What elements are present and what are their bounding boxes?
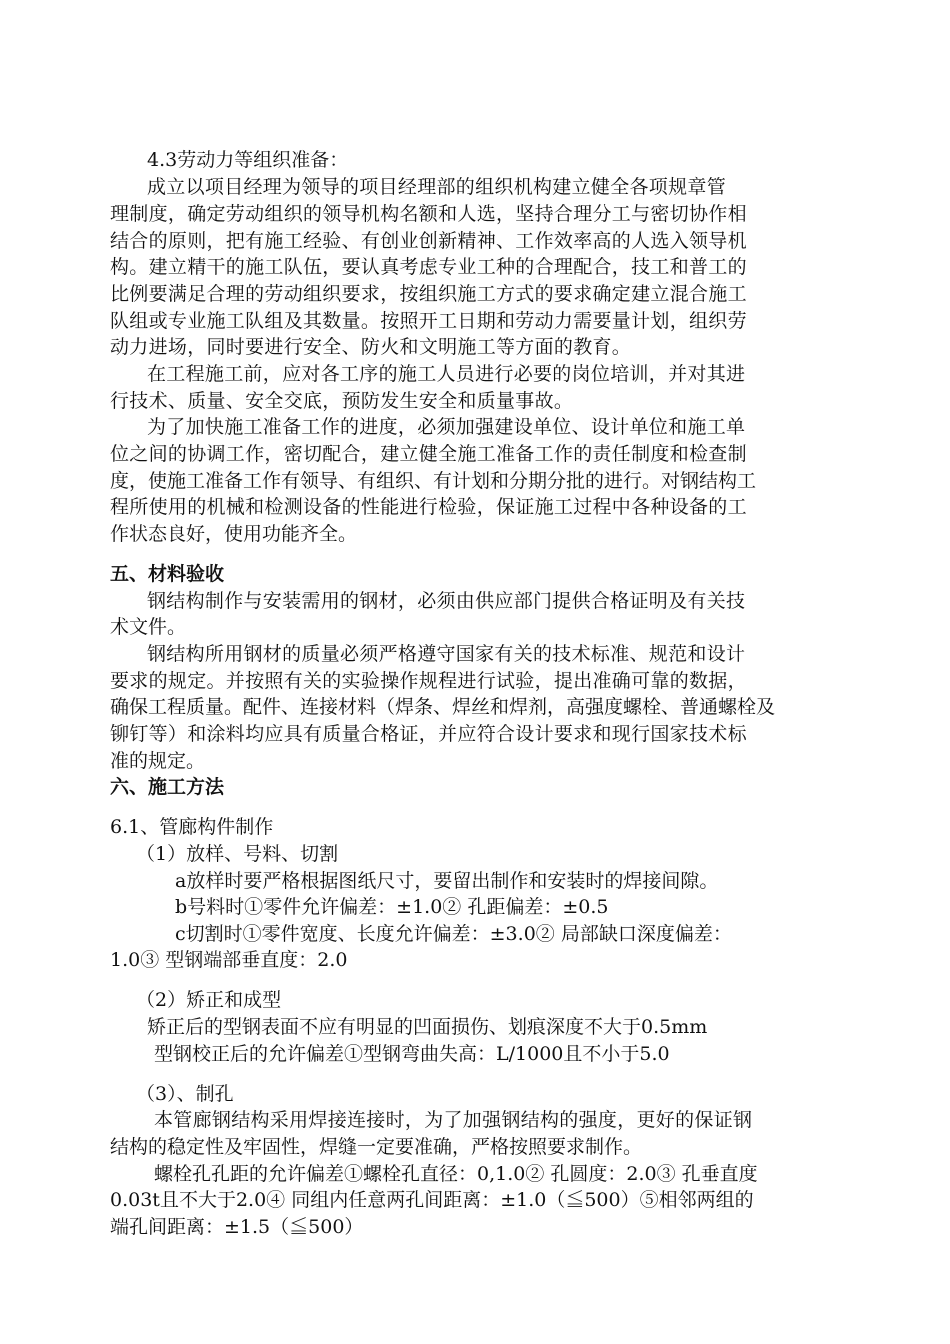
paragraph-line: 铆钉等）和涂料均应具有质量合格证，并应符合设计要求和现行国家技术标 — [110, 723, 747, 745]
section-heading-methods: 六、施工方法 — [110, 776, 225, 798]
paragraph-line: 术文件。 — [110, 616, 187, 638]
step-title: （1）放样、号料、切割 — [136, 843, 339, 865]
step-item: 1.0③ 型钢端部垂直度：2.0 — [110, 949, 348, 971]
section-heading-labor: 4.3劳动力等组织准备： — [147, 149, 349, 171]
paragraph-line: 比例要满足合理的劳动组织要求，按组织施工方式的要求确定建立混合施工 — [110, 283, 747, 305]
step-item: 型钢校正后的允许偏差①型钢弯曲失高：L/1000且不小于5.0 — [154, 1043, 670, 1065]
step-title: （2）矫正和成型 — [136, 989, 282, 1011]
step-title: （3）、制孔 — [136, 1083, 234, 1105]
paragraph-line: 要求的规定。并按照有关的实验操作规程进行试验，提出准确可靠的数据， — [110, 670, 747, 692]
paragraph-line: 成立以项目经理为领导的项目经理部的组织机构建立健全各项规章管 — [147, 176, 727, 198]
paragraph-line: 位之间的协调工作，密切配合，建立健全施工准备工作的责任制度和检查制 — [110, 443, 747, 465]
paragraph-line: 作状态良好，使用功能齐全。 — [110, 523, 358, 545]
step-item: b号料时①零件允许偏差：±1.0② 孔距偏差：±0.5 — [175, 896, 609, 918]
paragraph-line: 确保工程质量。配件、连接材料（焊条、焊丝和焊剂，高强度螺栓、普通螺栓及 — [110, 696, 776, 718]
paragraph-line: 理制度，确定劳动组织的领导机构名额和人选，坚持合理分工与密切协作相 — [110, 203, 747, 225]
paragraph-line: 程所使用的机械和检测设备的性能进行检验，保证施工过程中各种设备的工 — [110, 496, 747, 518]
paragraph-line: 构。建立精干的施工队伍，要认真考虑专业工种的合理配合，技工和普工的 — [110, 256, 747, 278]
section-heading-materials: 五、材料验收 — [110, 563, 225, 585]
paragraph-line: 队组或专业施工队组及其数量。按照开工日期和劳动力需要量计划，组织劳 — [110, 310, 747, 332]
step-item: a放样时要严格根据图纸尺寸，要留出制作和安装时的焊接间隙。 — [175, 870, 719, 892]
step-item: 矫正后的型钢表面不应有明显的凹面损伤、划痕深度不大于0.5mm — [147, 1016, 708, 1038]
subsection-heading: 6.1、管廊构件制作 — [110, 816, 274, 838]
paragraph-line: 在工程施工前，应对各工序的施工人员进行必要的岗位培训，并对其进 — [147, 363, 746, 385]
paragraph-line: 准的规定。 — [110, 750, 206, 772]
paragraph-line: 行技术、质量、安全交底，预防发生安全和质量事故。 — [110, 390, 574, 412]
paragraph-line: 钢结构所用钢材的质量必须严格遵守国家有关的技术标准、规范和设计 — [147, 643, 746, 665]
paragraph-line: 结构的稳定性及牢固性，焊缝一定要准确，严格按照要求制作。 — [110, 1136, 643, 1158]
paragraph-line: 螺栓孔孔距的允许偏差①螺栓孔直径：0,1.0② 孔圆度：2.0③ 孔垂直度 — [154, 1163, 758, 1185]
paragraph-line: 度，使施工准备工作有领导、有组织、有计划和分期分批的进行。对钢结构工 — [110, 470, 757, 492]
paragraph-line: 结合的原则，把有施工经验、有创业创新精神、工作效率高的人选入领导机 — [110, 230, 747, 252]
step-item: c切割时①零件宽度、长度允许偏差：±3.0② 局部缺口深度偏差： — [175, 923, 732, 945]
paragraph-line: 为了加快施工准备工作的进度，必须加强建设单位、设计单位和施工单 — [147, 416, 746, 438]
paragraph-line: 0.03t且不大于2.0④ 同组内任意两孔间距离：±1.0（≦500）⑤相邻两组的 — [110, 1189, 754, 1211]
paragraph-line: 端孔间距离：±1.5（≦500） — [110, 1216, 364, 1238]
paragraph-line: 动力进场，同时要进行安全、防火和文明施工等方面的教育。 — [110, 336, 632, 358]
paragraph-line: 本管廊钢结构采用焊接连接时，为了加强钢结构的强度，更好的保证钢 — [154, 1109, 753, 1131]
paragraph-line: 钢结构制作与安装需用的钢材，必须由供应部门提供合格证明及有关技 — [147, 590, 746, 612]
